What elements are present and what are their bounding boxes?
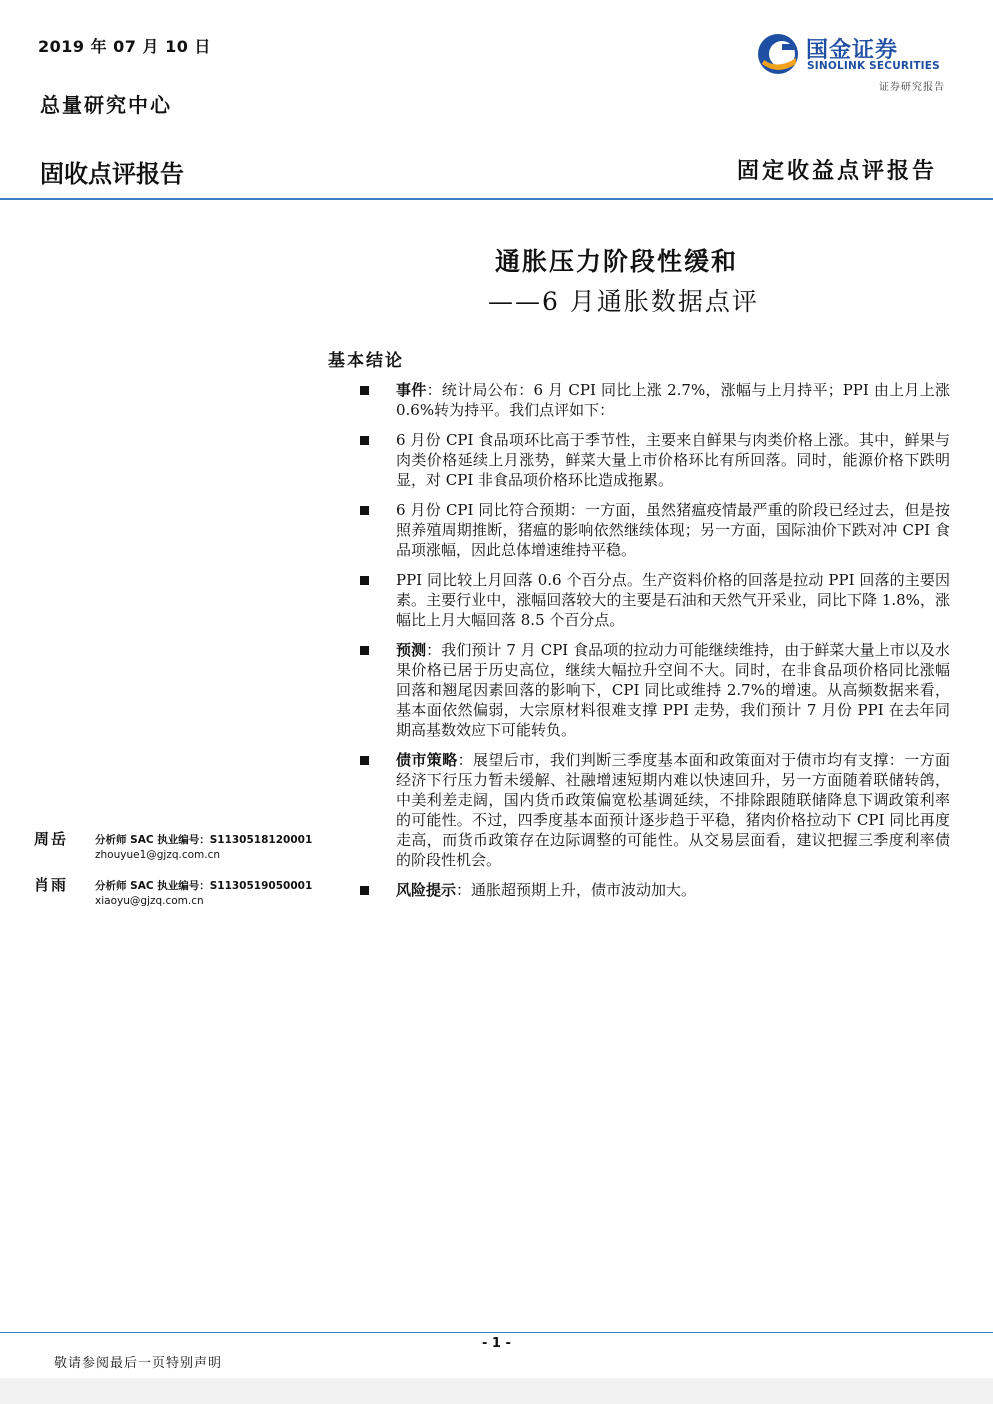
bullet-text: 6 月份 CPI 同比符合预期：一方面，虽然猪瘟疫情最严重的阶段已经过去，但是按照养殖周期推断，猪瘟的影响依然继续体现；另一方面，国际油价下跌对冲 CPI 食品项涨幅，因此总体增速维持平稳。 [396,501,950,559]
report-title: 通胀压力阶段性缓和 [495,247,739,276]
bullet-square-icon [360,506,369,515]
list-item [360,640,950,740]
header-divider [0,198,993,200]
footer-disclaimer: 敬请参阅最后一页特别声明 [54,1356,223,1371]
bullet-text: ：展望后市，我们判断三季度基本面和政策面对于债市均有支撑：一方面经济下行压力暂未缓解、社融增速短期内难以快速回升，另一方面随着联储转鸽，中美利差走阔，国内货币政策偏宽松基调延续，不排除跟随联储降息下调政策利率的可能性。不过，四季度基本面预计逐步趋于平稳，猪肉价格拉动下 CPI 同比再度走高，而货币政策存在边际调整的可能性。从交易层面看，建议把握三季度利率债的阶段性机会。 [396,751,950,869]
logo-subtitle: 证券研究报告 [879,82,945,93]
bullet-label: 预测 [396,641,427,659]
analyst-info [95,833,312,863]
analyst-cert: 分析师 SAC 执业编号：S1130518120001 [95,834,313,846]
bullet-text: PPI 同比较上月回落 0.6 个百分点。生产资料价格的回落是拉动 PPI 回落的主要因素。主要行业中，涨幅回落较大的主要是石油和天然气开采业，同比下降 1.8%，涨幅比上月大幅回落 8.5 个百分点。 [396,571,950,629]
department-name: 总量研究中心 [40,93,172,117]
bullet-text: ：统计局公布：6 月 CPI 同比上涨 2.7%，涨幅与上月持平；PPI 由上月上涨 0.6%转为持平。我们点评如下： [396,381,950,419]
bullet-square-icon [360,576,369,585]
bullet-text: ：通胀超预期上升，债市波动加大。 [456,881,697,899]
footer-divider [0,1332,993,1333]
bullet-text: 6 月份 CPI 食品项环比高于季节性，主要来自鲜果与肉类价格上涨。其中，鲜果与肉类价格延续上月涨势，鲜菜大量上市价格环比有所回落。同时，能源价格下跌明显，对 CPI 非食品项价格环比造成拖累。 [396,431,950,489]
bullet-square-icon [360,386,369,395]
bullet-text: ：我们预计 7 月 CPI 食品项的拉动力可能继续维持，由于鲜菜大量上市以及水果价格已居于历史高位，继续大幅拉升空间不大。同时，在非食品项价格同比涨幅回落和翘尾因素回落的影响下，CPI 同比或维持 2.7%的增速。从高频数据来看，基本面依然偏弱，大宗原材料很难支撑 PPI 走势，我们预计 7 月份 PPI 在去年同期高基数效应下可能转负。 [396,641,950,739]
conclusion-list [360,380,950,910]
list-item [360,500,950,560]
page-number: - 1 - [482,1336,511,1351]
report-type-right: 固定收益点评报告 [736,158,937,184]
list-item [360,570,950,630]
bullet-square-icon [360,886,369,895]
analyst-name: 肖雨 [34,876,69,894]
list-item [360,380,950,420]
bullet-square-icon [360,756,369,765]
report-date: 2019 年 07 月 10 日 [38,37,211,56]
bullet-label: 债市策略 [396,751,458,769]
analyst-info [95,879,312,909]
logo-name-en: SINOLINK SECURITIES [807,60,940,72]
bullet-square-icon [360,646,369,655]
logo-name-cn: 国金证券 [806,38,899,63]
report-type-left: 固收点评报告 [40,160,184,188]
bottom-band [0,1378,993,1404]
analyst-cert: 分析师 SAC 执业编号：S1130519050001 [95,880,313,892]
section-title: 基本结论 [328,351,404,371]
bullet-label: 事件 [396,381,427,399]
sinolink-logo-mark-icon [756,30,804,78]
list-item [360,430,950,490]
analyst-name: 周岳 [34,830,69,848]
bullet-square-icon [360,436,369,445]
bullet-label: 风险提示 [396,881,457,899]
list-item [360,880,950,900]
analyst-email[interactable]: zhouyue1@gjzq.com.cn [95,849,221,861]
analyst-email[interactable]: xiaoyu@gjzq.com.cn [95,895,204,907]
report-subtitle: ——6 月通胀数据点评 [488,287,759,316]
list-item [360,750,950,870]
